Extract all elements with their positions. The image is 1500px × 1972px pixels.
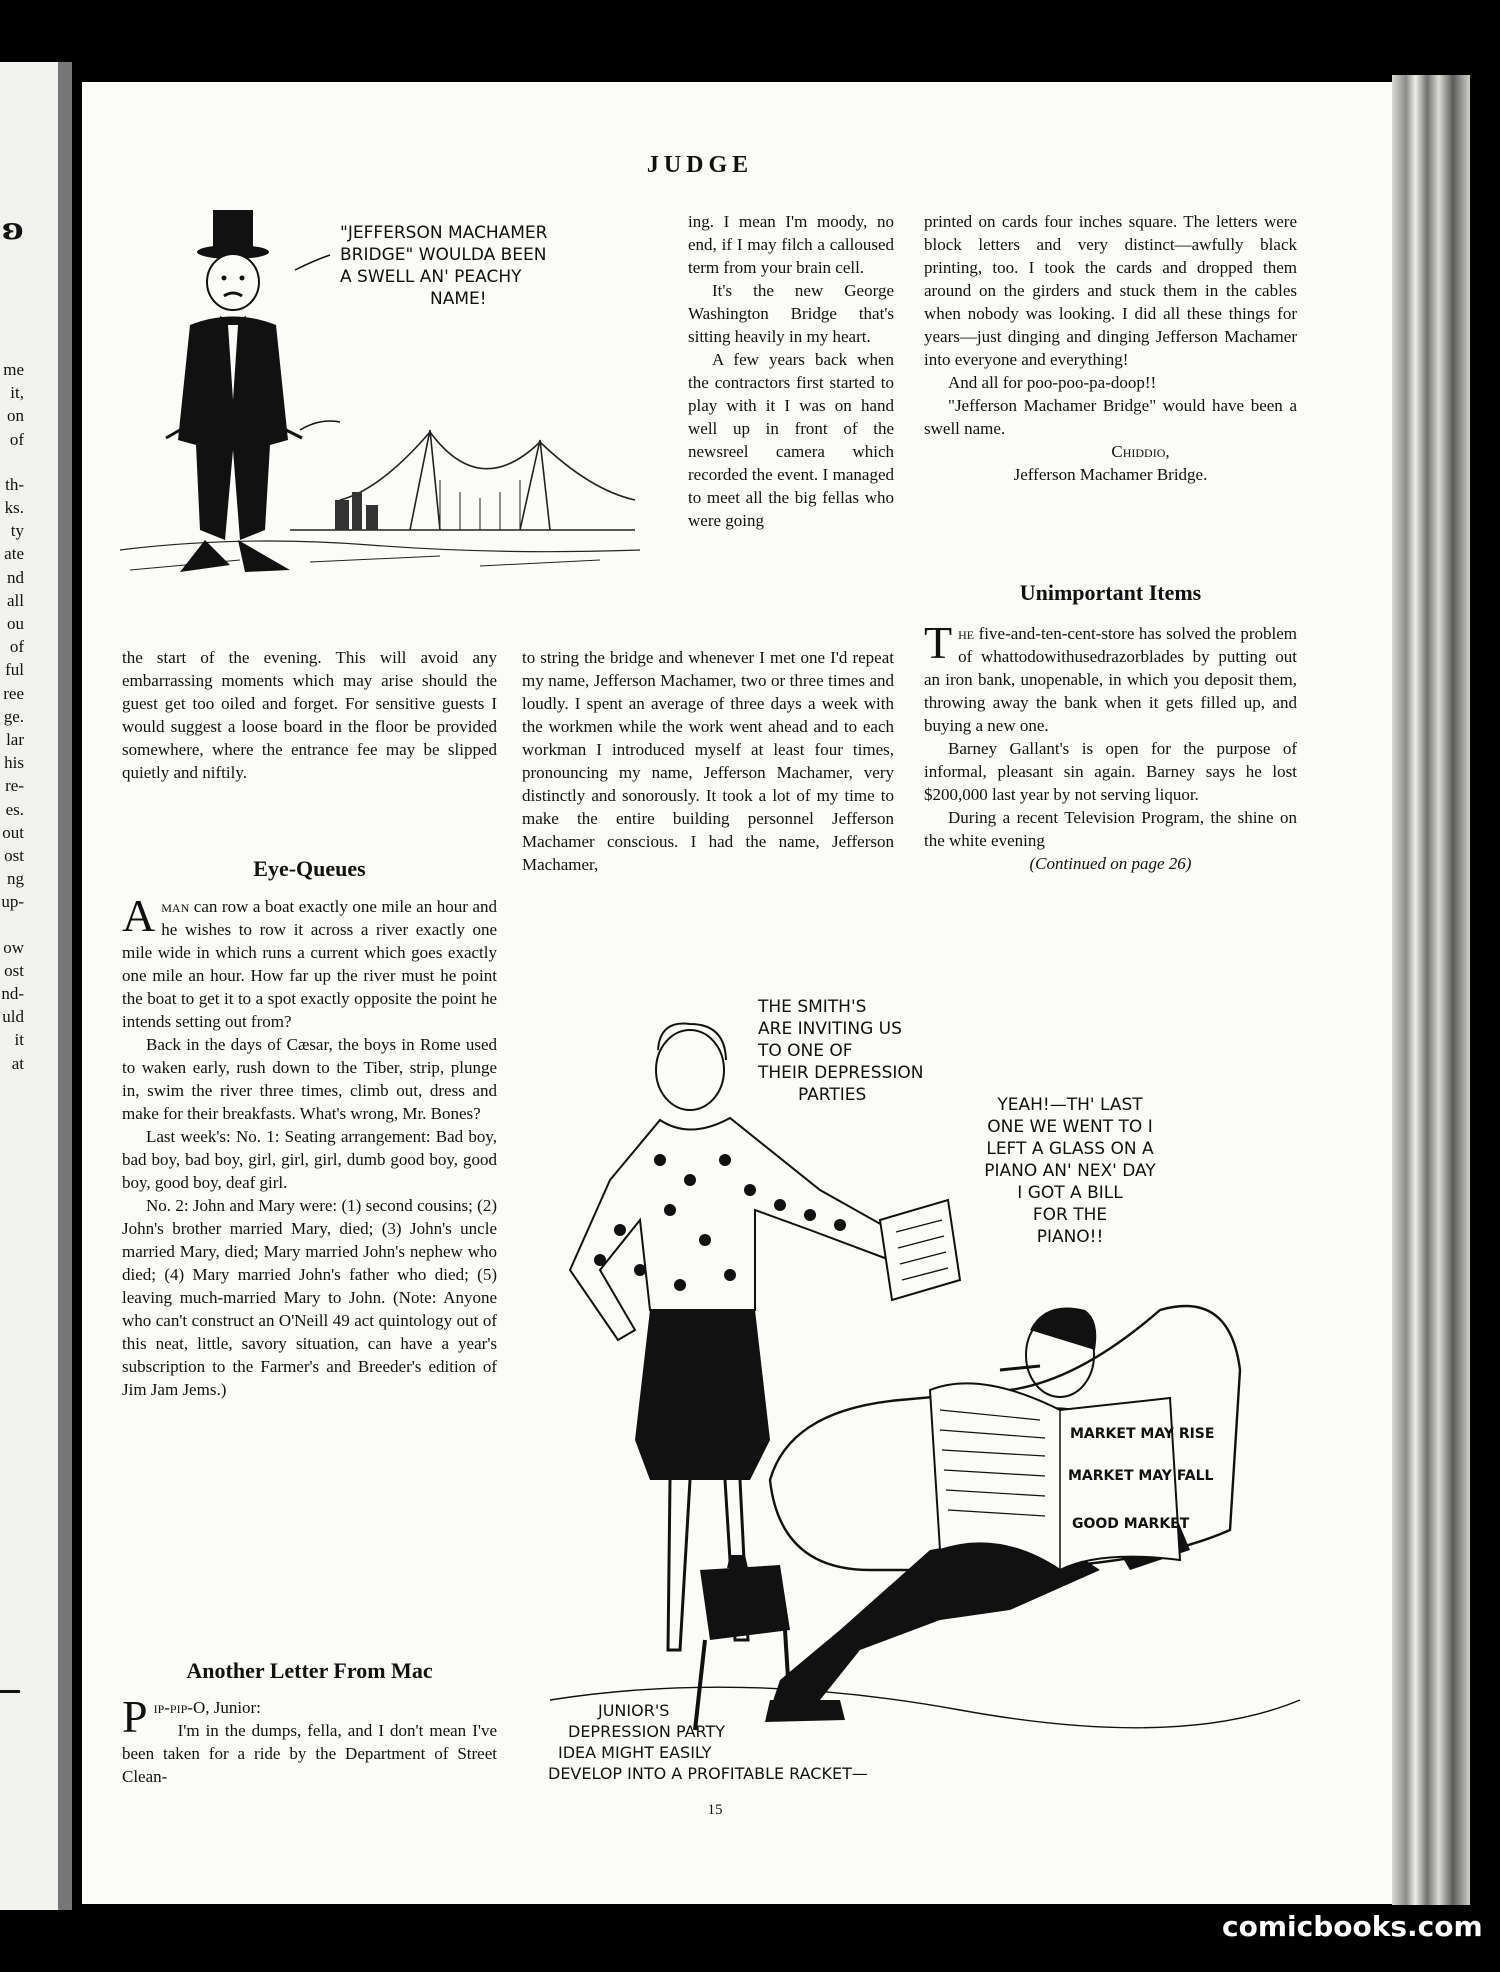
newspaper-headline-3: GOOD MARKET	[1072, 1516, 1190, 1532]
column-3-unimportant: The five-and-ten-cent-store has solved the problem of whattodowithusedrazorblades by putting out an iron bank, unopenable, in which you deposit them, throwing away the bank when it gets filled up, and buying a new one. Barney Gallant's is open for the purpose of informal, pleasant sin again. Barney says he lost $200,000 last year by not serving liquor. During a recent Television Program, the shine on the white evening (Continued on page 26)	[924, 617, 1297, 873]
column-2-top: ing. I mean I'm moody, no end, if I may filch a calloused term from your brain cell. It's the new George Washington Bridge that's sitting heavily in my heart. A few years back when the contractors first started to play with it I was on hand well up in front of the newsreel camera which recorded the event. I managed to meet all the big fellas who were going	[688, 212, 894, 530]
column-3: printed on cards four inches square. The letters were block letters and very distinct—awfully black printing, too. I took the cards and dropped them around on the girders and stuck them in the cables when nobody was looking. I did all these things for years—just dinging and dinging Jefferson Machamer into everyone and everything! And all for poo-poo-pa-doop!! "Jefferson Machamer Bridge" would have been a swell name. Chiddio, Jefferson Machamer Bridge.	[924, 212, 1297, 484]
column-2-bottom: to string the bridge and whenever I met one I'd repeat my name, Jefferson Machamer, two or three times and loudly. I spent an average of three days a week with the workmen while the work went ahead and to each workman I introduced myself at least four times, pronouncing my name, Jefferson Machamer, very distinctly and sonorously. It took a lot of my time to make the entire building personnel Jefferson Machamer conscious. I had the name, Jefferson Machamer,	[522, 648, 894, 874]
woman-speech-balloon: THE SMITH'S ARE INVITING US TO ONE OF THEIR DEPRESSION PARTIES	[758, 997, 924, 1105]
page-gutter	[58, 62, 72, 1910]
column-1-eye-queues: Aman can row a boat exactly one mile an hour and he wishes to row it across a river exactly one mile wide in which runs a current which goes exactly one mile an hour. How far up the river must he point the boat to get it to a spot exactly opposite the point he intends setting out from? Back in the days of Cæsar, the boys in Rome used to waken early, rush down to the Tiber, strip, plunge in, swim the river three times, climb out, dress and make for their breakfasts. What's wrong, Mr. Bones? Last week's: No. 1: Seating arrangement: Bad boy, bad boy, bad boy, girl, girl, girl, dumb good boy, good boy, good boy, deaf girl. No. 2: John and Mary were: (1) second cousins; (2) John's brother married Mary, died; (3) John's uncle married Mary, died; Mary married John's nephew who died; (4) Mary married John's father who died; (5) leaving much-married Mary to John. (Note: Anyone who can't construct an O'Neill 49 act quintology out of this neat, little, savory situation, can have a year's subscription to the Farmer's and Breeder's edition of Jim Jam Jems.)	[122, 890, 497, 1399]
left-page-rule	[0, 1690, 20, 1693]
drop-cap: P	[122, 1691, 148, 1742]
binding-edge	[1392, 75, 1470, 1905]
continued-note: (Continued on page 26)	[1029, 854, 1192, 873]
watermark: comicbooks.com	[1222, 1910, 1483, 1943]
top-cartoon-caption: "JEFFERSON MACHAMER BRIDGE" WOULDA BEEN A SWELL AN' PEACHY NAME!	[340, 223, 548, 309]
bottom-cartoon-illustration	[540, 1010, 1310, 1790]
column-1-letter: Pip-pip-O, Junior: I'm in the dumps, fella, and I don't mean I've been taken for a ride by the Department of Street Clean-	[122, 1691, 497, 1786]
column-1-intro: the start of the evening. This will avoid any embarrassing moments which may arise should the guest get too oiled and forget. For sensitive guests I would suggest a loose board in the floor be provided somewhere, where the entrance fee may be slipped quietly and niftily.	[122, 648, 497, 782]
bottom-cartoon-caption: JUNIOR'S DEPRESSION PARTY IDEA MIGHT EASILY DEVELOP INTO A PROFITABLE RACKET—	[548, 1701, 868, 1783]
newspaper-headline-2: MARKET MAY FALL	[1068, 1468, 1214, 1484]
page-number: 15	[707, 1802, 723, 1818]
left-page-ornament: ʚ	[2, 212, 24, 247]
left-page-text-fragments: me it, on of th- ks. ty ate nd all ou of ful ree ge. lar his re- es. out ost ng up- ow ost nd- uld it at	[1, 360, 24, 1073]
heading-another-letter-from-mac: Another Letter From Mac	[186, 1658, 433, 1683]
heading-unimportant-items: Unimportant Items	[1019, 580, 1202, 605]
drop-cap: T	[924, 617, 953, 668]
newspaper-headline-1: MARKET MAY RISE	[1070, 1426, 1215, 1442]
drop-cap: A	[122, 890, 156, 941]
heading-eye-queues: Eye-Queues	[253, 856, 366, 881]
man-speech-balloon: YEAH!—TH' LAST ONE WE WENT TO I LEFT A GLASS ON A PIANO AN' NEX' DAY I GOT A BILL FOR THE PIANO!!	[984, 1095, 1156, 1247]
masthead: JUDGE	[646, 152, 754, 178]
